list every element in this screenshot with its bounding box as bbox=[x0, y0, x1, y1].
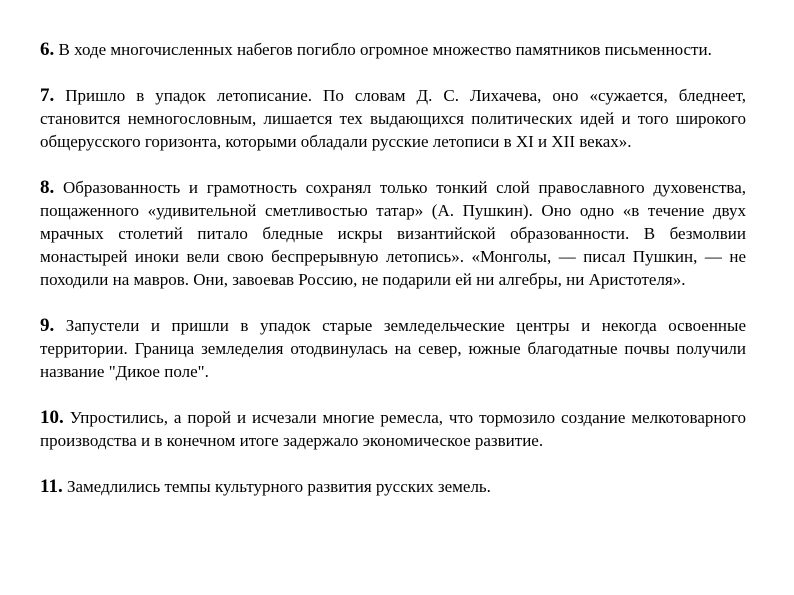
paragraph-10 bbox=[40, 406, 746, 452]
paragraph-number: 10. bbox=[40, 407, 64, 428]
paragraph-7 bbox=[40, 84, 746, 153]
document-page bbox=[40, 38, 746, 498]
paragraph-9 bbox=[40, 314, 746, 383]
paragraph-text: Упростились, а порой и исчезали многие ремесла, что тормозило создание мелкотоварного производства и в конечном итоге задержало экономическое развитие. bbox=[40, 408, 747, 450]
paragraph-number: 11. bbox=[40, 476, 63, 497]
paragraph-text: Запустели и пришли в упадок старые земледельческие центры и некогда освоенные территории. Граница земледелия отодвинулась на север, южные благодатные почвы получили название "Дикое поле". bbox=[40, 316, 746, 381]
paragraph-6 bbox=[40, 38, 746, 61]
paragraph-number: 8. bbox=[40, 177, 55, 198]
paragraph-11 bbox=[40, 475, 746, 498]
paragraph-number: 6. bbox=[40, 39, 55, 60]
paragraph-text: В ходе многочисленных набегов погибло огромное множество памятников письменности. bbox=[58, 40, 712, 59]
paragraph-number: 7. bbox=[40, 85, 55, 106]
paragraph-text: Пришло в упадок летописание. По словам Д. С. Лихачева, оно «сужается, бледнеет, становится немногословным, лишается тех выдающихся политических идей и того широкого общерусского горизонта, которыми обладали русские летописи в XI и XII веках». bbox=[40, 86, 746, 151]
paragraph-8 bbox=[40, 176, 746, 291]
paragraph-number: 9. bbox=[40, 315, 55, 336]
paragraph-text: Замедлились темпы культурного развития русских земель. bbox=[66, 477, 491, 496]
paragraph-text: Образованность и грамотность сохранял только тонкий слой православного духовенства, пощаженного «удивительной сметливостью татар» (А. Пушкин). Оно одно «в течение двух мрачных столетий питало бледные искры византийской образованности. В безмолвии монастырей иноки вели свою беспрерывную летопись». «Монголы, — писал Пушкин, — не походили на мавров. Они, завоевав Россию, не подарили ей ни алгебры, ни Аристотеля». bbox=[40, 178, 747, 289]
